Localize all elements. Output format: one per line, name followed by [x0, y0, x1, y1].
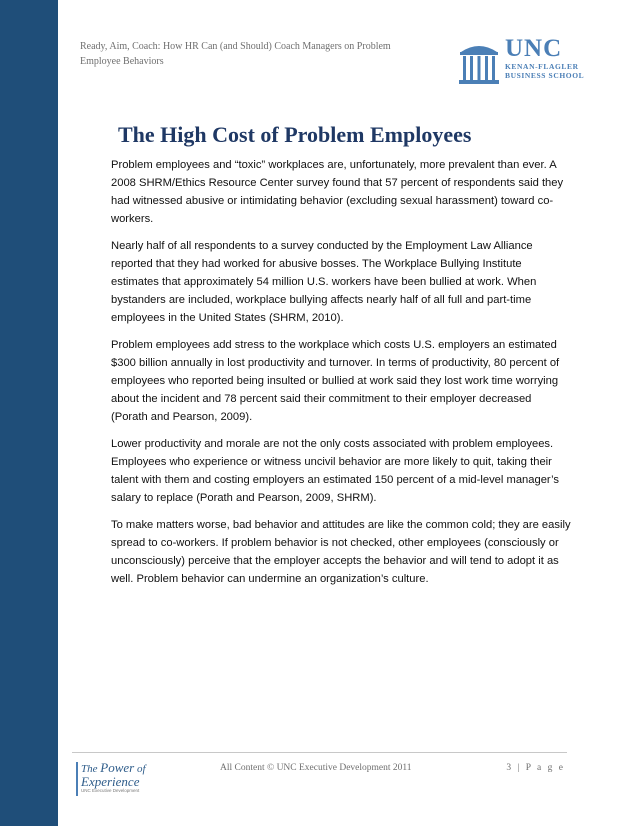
- footer-page-number: 3 | P a g e: [506, 763, 565, 773]
- logo-school-line-1: KENAN-FLAGLER: [505, 62, 579, 71]
- paragraph: Problem employees add stress to the workplace which costs U.S. employers an estimated $300 billion annually in lost productivity and turnover. In terms of productivity, 80 percent of employees who reported being insulted or bullied at work said they lost work time worrying about the incident and 78 percent said their commitment to their employer decreased (Porath and Pearson, 2009).: [111, 339, 560, 423]
- footer-logo-experience: Experience: [81, 774, 140, 789]
- footer-logo-of: of: [136, 763, 146, 775]
- footer-copyright: All Content © UNC Executive Development 2011: [220, 763, 412, 773]
- left-sidebar-band: [0, 0, 58, 826]
- logo-school-line-2: BUSINESS SCHOOL: [505, 71, 585, 80]
- running-header: [80, 40, 440, 69]
- footer-logo-the: The: [81, 763, 98, 775]
- footer-divider: [72, 752, 567, 753]
- logo-unc-text: UNC: [505, 35, 563, 62]
- paragraph: Lower productivity and morale are not the only costs associated with problem employees. Employees who experience or witness uncivil behavior are more likely to quit, taking their talent with them and costing employers an estimated 150 percent of a mid-level manager’s salary to replace (Porath and Pearson, 2009, SHRM).: [111, 438, 559, 504]
- paragraph: To make matters worse, bad behavior and attitudes are like the common cold; they are easily spread to co-workers. If problem behavior is not checked, other employees (consciously or unconsciously) perceive that the employer accepts the behavior and will tend to adopt it as well. Problem behavior can undermine an organization’s culture.: [111, 519, 571, 585]
- paragraph: Problem employees and “toxic” workplaces are, unfortunately, more prevalent than ever. A 2008 SHRM/Ethics Resource Center survey found that 57 percent of respondents said they had witnessed abusive or intimidating behavior (excluding sexual harassment) toward co-workers.: [111, 159, 564, 225]
- old-well-icon: [457, 38, 501, 88]
- header-line-2: Employee Behaviors: [80, 55, 164, 67]
- header-line-1: Ready, Aim, Coach: How HR Can (and Should) Coach Managers on Problem: [80, 41, 391, 52]
- body-text: [111, 156, 571, 597]
- page-title: The High Cost of Problem Employees: [118, 122, 472, 147]
- footer-logo-power: Power: [100, 760, 135, 775]
- paragraph: Nearly half of all respondents to a survey conducted by the Employment Law Alliance reported that they had worked for abusive bosses. The Workplace Bullying Institute estimates that approximately 54 million U.S. workers have been bullied at work. When bystanders are included, workplace bullying affects nearly half of all full and part-time employees in the United States (SHRM, 2010).: [111, 240, 537, 324]
- footer-logo-sub: UNC Executive Development: [81, 788, 140, 793]
- power-of-experience-logo: [76, 762, 156, 796]
- unc-kenan-flagler-logo: [455, 36, 605, 92]
